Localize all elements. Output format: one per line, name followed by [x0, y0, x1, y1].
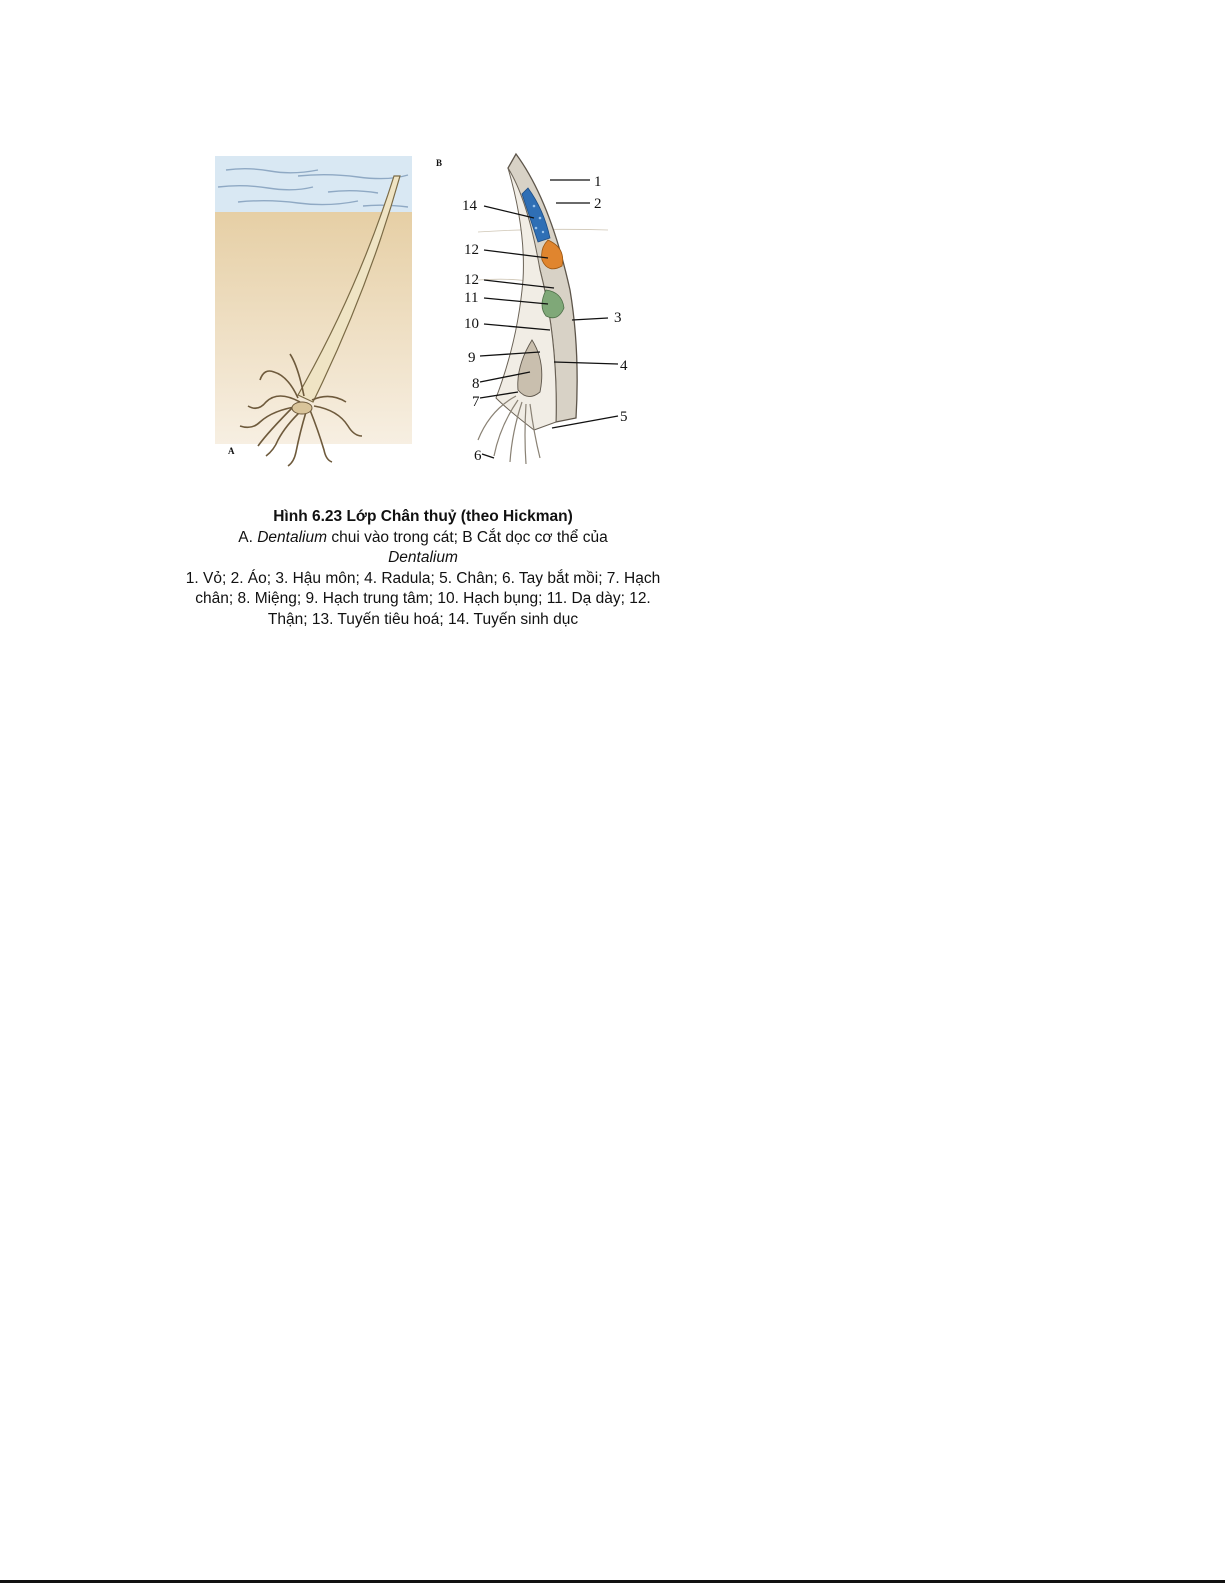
- label-12b: 12: [464, 272, 479, 288]
- label-7: 7: [472, 394, 480, 410]
- caption-genus-2: Dentalium: [388, 549, 458, 566]
- panel-b-illustration: [178, 140, 665, 480]
- label-14: 14: [462, 198, 477, 214]
- label-8: 8: [472, 376, 480, 392]
- caption-line-1: [178, 528, 668, 549]
- kidney: [542, 240, 563, 269]
- caption-title: Hình 6.23 Lớp Chân thuỷ (theo Hickman): [273, 508, 573, 525]
- label-2: 2: [594, 196, 602, 212]
- label-11: 11: [464, 290, 479, 306]
- label-3: 3: [614, 310, 622, 326]
- label-9: 9: [468, 350, 476, 366]
- panel-a-letter: A: [228, 446, 235, 456]
- label-10: 10: [464, 316, 479, 332]
- page-bottom-rule: [0, 1580, 1225, 1583]
- caption-line-2: [178, 548, 668, 569]
- caption-genus-1: Dentalium: [257, 528, 328, 546]
- label-1: 1: [594, 174, 602, 190]
- caption-line-1-prefix: A.: [238, 528, 258, 546]
- label-12a: 12: [464, 242, 479, 258]
- label-5: 5: [620, 409, 628, 425]
- label-6: 6: [474, 448, 482, 464]
- label-4: 4: [620, 358, 628, 374]
- caption-legend: 1. Vỏ; 2. Áo; 3. Hậu môn; 4. Radula; 5. Chân; 6. Tay bắt mồi; 7. Hạch chân; 8. Miệng; 9. Hạch trung tâm; 10. Hạch bụng; 11. Dạ dày; 12. Thận; 13. Tuyến tiêu hoá; 14. Tuyến sinh dục: [185, 569, 661, 628]
- figure-caption: [178, 507, 668, 630]
- caption-line-1-suffix: chui vào trong cát; B Cắt dọc cơ thể của: [327, 528, 608, 546]
- panel-b-letter: B: [436, 158, 443, 168]
